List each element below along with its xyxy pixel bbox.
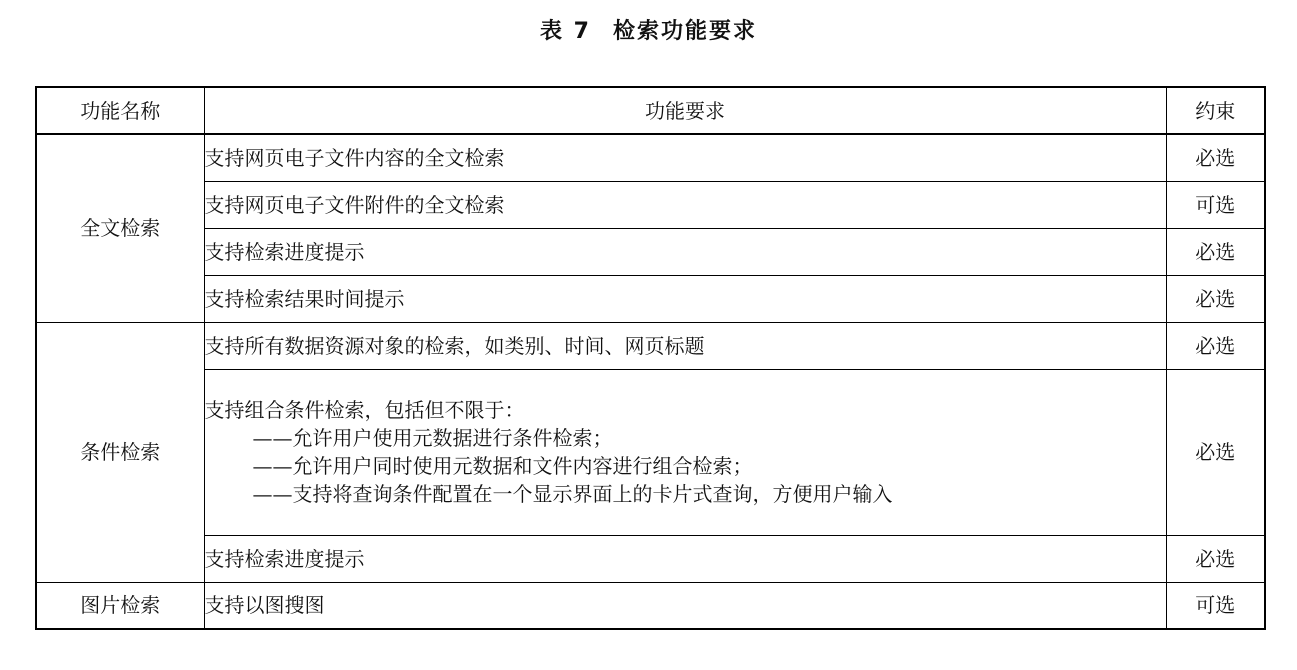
requirement-cell: 支持以图搜图 xyxy=(204,582,1166,629)
requirement-cell-multiline xyxy=(204,369,1166,535)
requirement-sub-item: ——允许用户使用元数据进行条件检索； xyxy=(252,426,613,450)
table-number: 表 7 xyxy=(540,19,591,44)
requirement-cell: 支持网页电子文件附件的全文检索 xyxy=(204,181,1166,228)
requirement-sub-item: ——支持将查询条件配置在一个显示界面上的卡片式查询，方便用户输入 xyxy=(252,482,893,506)
table-row xyxy=(36,228,1265,275)
table-row xyxy=(36,322,1265,369)
table-row xyxy=(36,535,1265,582)
constraint-cell: 可选 xyxy=(1166,181,1265,228)
requirement-cell: 支持所有数据资源对象的检索，如类别、时间、网页标题 xyxy=(204,322,1166,369)
constraint-cell: 可选 xyxy=(1166,582,1265,629)
constraint-cell: 必选 xyxy=(1166,322,1265,369)
constraint-cell: 必选 xyxy=(1166,134,1265,181)
table-row xyxy=(36,181,1265,228)
requirement-cell: 支持检索进度提示 xyxy=(204,535,1166,582)
table-title: 检索功能要求 xyxy=(612,19,757,44)
function-name-cell: 全文检索 xyxy=(36,134,204,322)
table-header-row xyxy=(36,87,1265,134)
function-name-cell: 图片检索 xyxy=(36,582,204,629)
constraint-cell: 必选 xyxy=(1166,535,1265,582)
search-function-requirements-table xyxy=(35,86,1266,630)
table-row xyxy=(36,275,1265,322)
requirement-cell: 支持检索结果时间提示 xyxy=(204,275,1166,322)
header-function-name: 功能名称 xyxy=(36,87,204,134)
header-function-requirement: 功能要求 xyxy=(204,87,1166,134)
requirement-sub-item: ——允许用户同时使用元数据和文件内容进行组合检索； xyxy=(252,454,753,478)
table-row xyxy=(36,582,1265,629)
constraint-cell: 必选 xyxy=(1166,228,1265,275)
constraint-cell: 必选 xyxy=(1166,369,1265,535)
table-caption xyxy=(0,16,1297,48)
function-name-cell: 条件检索 xyxy=(36,322,204,582)
table-row xyxy=(36,369,1265,535)
requirement-cell: 支持网页电子文件内容的全文检索 xyxy=(204,134,1166,181)
constraint-cell: 必选 xyxy=(1166,275,1265,322)
requirement-lead-text: 支持组合条件检索，包括但不限于： xyxy=(204,398,525,422)
requirement-cell: 支持检索进度提示 xyxy=(204,228,1166,275)
table-row xyxy=(36,134,1265,181)
header-constraint: 约束 xyxy=(1166,87,1265,134)
